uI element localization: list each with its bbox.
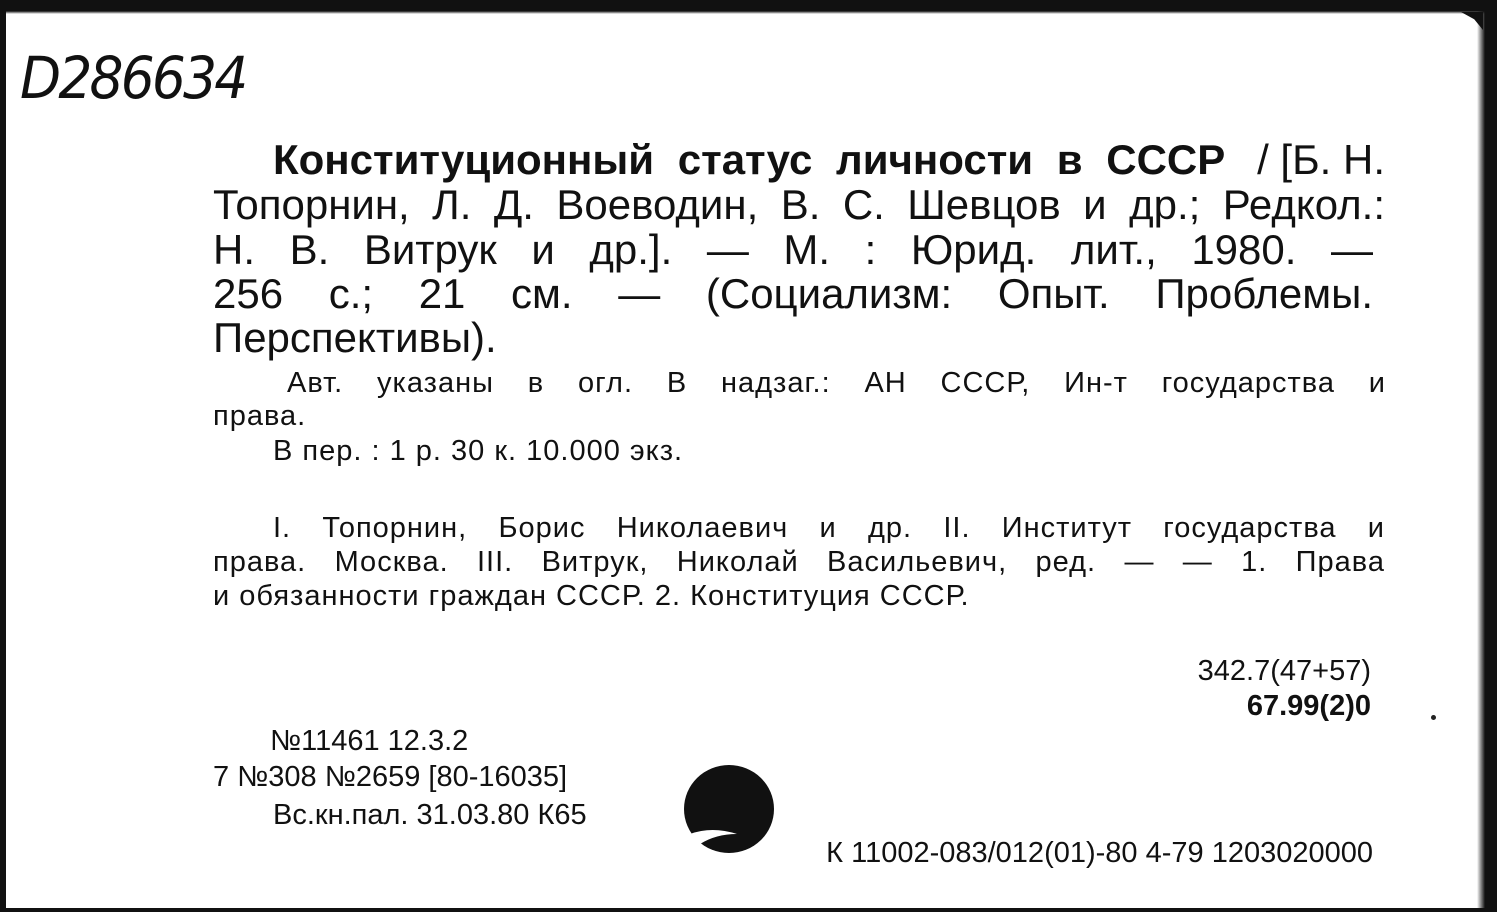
accession-line: 7 №308 №2659 [80-16035] <box>213 761 568 793</box>
punch-hole <box>682 764 776 858</box>
note-authors-end: права. <box>213 400 307 432</box>
accession-line: №11461 12.3.2 <box>270 725 469 757</box>
scan-edge-right <box>1477 6 1491 912</box>
imprint-line: Н. В. Витрук и др.]. — М. : Юрид. лит., 1980. — <box>213 226 1373 273</box>
title-line <box>273 138 1385 183</box>
inventory-number: D286634 <box>20 44 246 112</box>
tracing-line: I. Топорнин, Борис Николаевич и др. II. Институт государства и <box>273 512 1385 544</box>
bbk-index: 67.99(2)0 <box>1246 690 1371 722</box>
series-line-end: Перспективы). <box>213 314 497 361</box>
responsibility-line: Топорнин, Л. Д. Воеводин, В. С. Шевцов и др.; Редкол.: <box>213 181 1385 228</box>
note-price: В пер. : 1 р. 30 к. 10.000 экз. <box>273 435 684 467</box>
tracing-line: и обязанности граждан СССР. 2. Конституция СССР. <box>213 580 970 612</box>
book-title: Конституционный статус личности в СССР <box>273 136 1226 183</box>
note-authors: Авт. указаны в огл. В надзаг.: АН СССР, Ин-т государства и <box>287 367 1386 399</box>
title-responsibility: / [Б. Н. <box>1257 136 1385 183</box>
udc-index: 342.7(47+57) <box>1197 655 1371 687</box>
ink-dot <box>1431 715 1436 720</box>
tracing-line: права. Москва. III. Витрук, Николай Васильевич, ред. — — 1. Права <box>213 546 1385 578</box>
classification-code-line: К 11002-083/012(01)-80 4-79 1203020000 <box>826 837 1373 869</box>
accession-line: Вс.кн.пал. 31.03.80 К65 <box>273 799 587 831</box>
series-line: 256 с.; 21 см. — (Социализм: Опыт. Проблемы. <box>213 270 1373 317</box>
scan-edge-top <box>6 6 1497 14</box>
